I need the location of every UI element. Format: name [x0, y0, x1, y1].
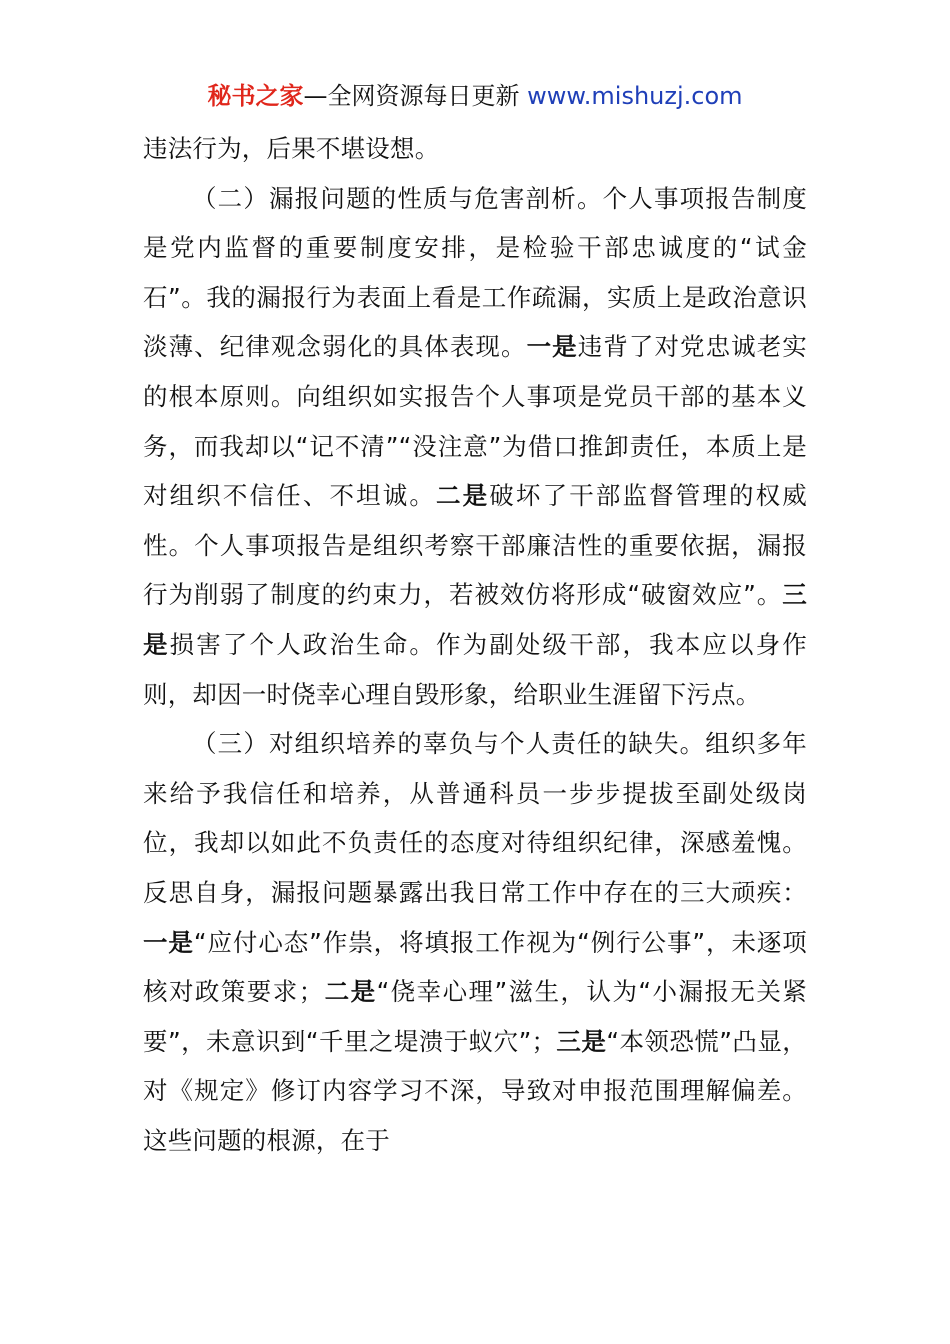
- header-brand: 秘书之家: [207, 82, 304, 110]
- bold-marker: 二是: [323, 977, 377, 1007]
- paragraph-text: “应付心态”作祟，将填报工作视为“例行公事”，未逐项核对政策要求；: [143, 927, 807, 1007]
- paragraph-text: “侥幸心理”滋生，认为“小漏报无关紧要”，未意识到“千里之堤溃于蚁穴”；: [143, 977, 807, 1056]
- bold-marker: 一是: [526, 332, 578, 362]
- paragraph-text: 损害了个人政治生命。作为副处级干部，我本应以身作则，却因一时侥幸心理自毁形象，给职业生涯留下污点。: [143, 629, 807, 709]
- paragraph-text: 违背了对党忠诚老实的根本原则。向组织如实报告个人事项是党员干部的基本义务，而我却以“记不清”“没注意”为借口推卸责任，本质上是对组织不信任、不坦诚。: [143, 332, 808, 511]
- paragraph-text: （二）漏报问题的性质与危害剖析。个人事项报告制度是党内监督的重要制度安排，是检验干部忠诚度的“试金石”。我的漏报行为表面上看是工作疏漏，实质上是政治意识淡薄、纪律观念弱化的具体表现。: [143, 183, 807, 362]
- paragraph-3: [143, 719, 807, 1165]
- paragraph-1: [143, 124, 807, 174]
- paragraph-text: 破坏了干部监督管理的权威性。个人事项报告是组织考察干部廉洁性的重要依据，漏报行为削弱了制度的约束力，若被效仿将形成“破窗效应”。: [143, 481, 808, 610]
- bold-marker: 二是: [436, 481, 490, 511]
- paragraph-text: （三）对组织培养的辜负与个人责任的缺失。组织多年来给予我信任和培养，从普通科员一步步提拔至副处级岗位，我却以如此不负责任的态度对待组织纪律，深感羞愧。反思自身，漏报问题暴露出我日常工作中存在的三大顽疾：: [143, 729, 807, 907]
- bold-marker: 三是: [143, 580, 807, 659]
- paragraph-text: 违法行为，后果不堪设想。: [143, 134, 440, 163]
- bold-marker: 一是: [143, 927, 194, 957]
- header-site-url[interactable]: www.mishuzj.com: [527, 82, 743, 110]
- page-header: [0, 80, 950, 112]
- paragraph-text: “本领恐慌”凸显，对《规定》修订内容学习不深，导致对申报范围理解偏差。这些问题的根源，在于: [143, 1026, 808, 1155]
- document-body: [143, 124, 807, 1165]
- bold-marker: 三是: [556, 1026, 607, 1056]
- header-tagline: —全网资源每日更新: [303, 82, 520, 110]
- paragraph-2: [143, 174, 807, 720]
